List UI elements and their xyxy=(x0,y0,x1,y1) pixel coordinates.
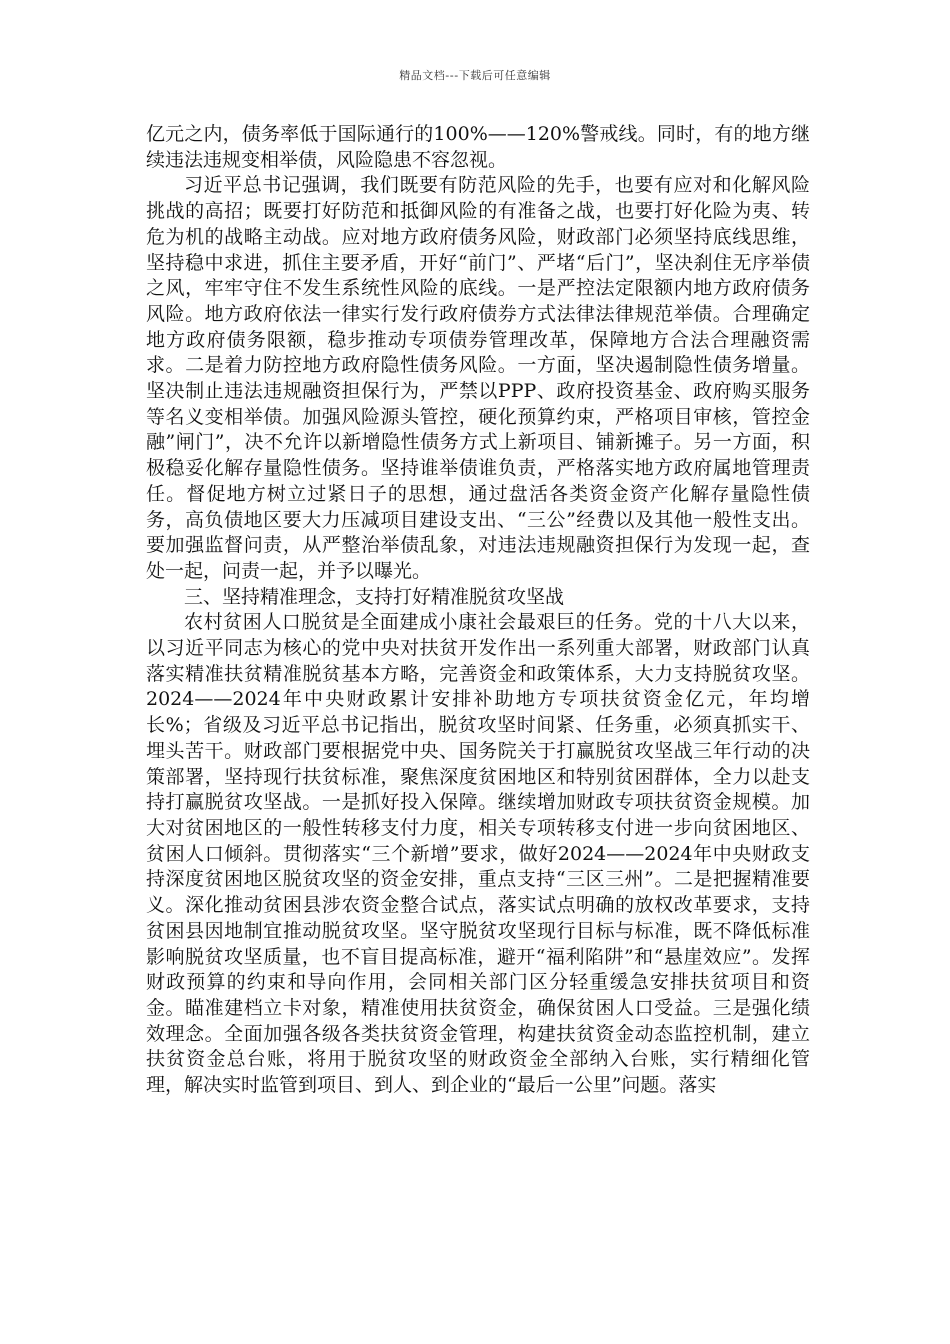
document-body xyxy=(146,122,810,1099)
paragraph-debt-risk: 习近平总书记强调，我们既要有防范风险的先手，也要有应对和化解风险挑战的高招；既要打好防范和抵御风险的有准备之战，也要打好化险为夷、转危为机的战略主动战。应对地方政府债务风险，财政部门必须坚持底线思维，坚持稳中求进，抓住主要矛盾，开好“前门”、严堵“后门”，坚决刹住无序举债之风，牢牢守住不发生系统性风险的底线。一是严控法定限额内地方政府债务风险。地方政府依法一律实行发行政府债券方式法律法律规范举债。合理确定地方政府债务限额，稳步推动专项债券管理改革，保障地方合法合理融资需求。二是着力防控地方政府隐性债务风险。一方面，坚决遏制隐性债务增量。坚决制止违法违规融资担保行为，严禁以PPP、政府投资基金、政府购买服务等名义变相举债。加强风险源头管控，硬化预算约束，严格项目审核，管控金融”闸门”，决不允许以新增隐性债务方式上新项目、铺新摊子。另一方面，积极稳妥化解存量隐性债务。坚持谁举债谁负责，严格落实地方政府属地管理责任。督促地方树立过紧日子的思想，通过盘活各类资金资产化解存量隐性债务，高负债地区要大力压减项目建设支出、“三公”经费以及其他一般性支出。要加强监督问责，从严整治举债乱象，对违法违规融资担保行为发现一起，查处一起，问责一起，并予以曝光。 xyxy=(146,174,810,582)
page-header: 精品文档---下载后可任意编辑 xyxy=(399,69,551,82)
section-heading-poverty: 三、坚持精准理念，支持打好精准脱贫攻坚战 xyxy=(184,585,565,608)
paragraph-continuation: 亿元之内，债务率低于国际通行的100%——120%警戒线。同时，有的地方继续违法违规变相举债，风险隐患不容忽视。 xyxy=(146,123,810,171)
paragraph-poverty-alleviation: 农村贫困人口脱贫是全面建成小康社会最艰巨的任务。党的十八大以来，以习近平同志为核心的党中央对扶贫开发作出一系列重大部署，财政部门认真落实精准扶贫精准脱贫基本方略，完善资金和政策体系，大力支持脱贫攻坚。2024——2024年中央财政累计安排补助地方专项扶贫资金亿元，年均增长%；省级及习近平总书记指出，脱贫攻坚时间紧、任务重，必须真抓实干、埋头苦干。财政部门要根据党中央、国务院关于打赢脱贫攻坚战三年行动的决策部署，坚持现行扶贫标准，聚焦深度贫困地区和特别贫困群体，全力以赴支持打赢脱贫攻坚战。一是抓好投入保障。继续增加财政专项扶贫资金规模。加大对贫困地区的一般性转移支付力度，相关专项转移支付进一步向贫困地区、贫困人口倾斜。贯彻落实“三个新增”要求，做好2024——2024年中央财政支持深度贫困地区脱贫攻坚的资金安排，重点支持“三区三州”。二是把握精准要义。深化推动贫困县涉农资金整合试点，落实试点明确的放权改革要求，支持贫困县因地制宜推动脱贫攻坚。坚守脱贫攻坚现行目标与标准，既不降低标准影响脱贫攻坚质量，也不盲目提高标准，避开“福利陷阱”和“悬崖效应”。发挥财政预算的约束和导向作用，会同相关部门区分轻重缓急安排扶贫项目和资金。瞄准建档立卡对象，精准使用扶贫资金，确保贫困人口受益。三是强化绩效理念。全面加强各级各类扶贫资金管理，构建扶贫资金动态监控机制，建立扶贫资金总台账，将用于脱贫攻坚的财政资金全部纳入台账，实行精细化管理，解决实时监管到项目、到人、到企业的“最后一公里”问题。落实 xyxy=(146,611,810,1097)
